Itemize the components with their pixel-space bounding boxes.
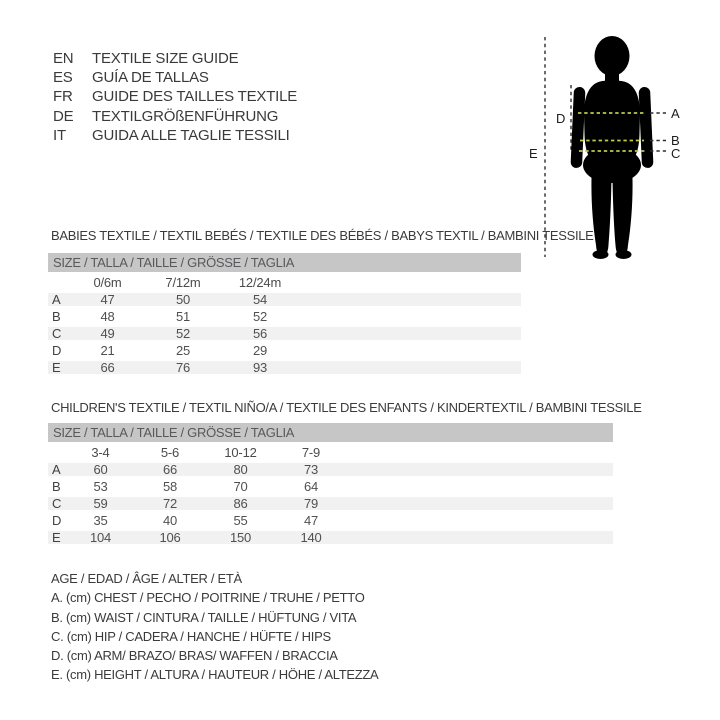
cell: 52 (175, 326, 191, 341)
cell: 140 (300, 530, 322, 545)
legend-age-line: AGE / EDAD / ÂGE / ALTER / ETÀ (51, 571, 242, 586)
child-silhouette (570, 36, 653, 259)
language-title-list (53, 49, 297, 145)
cell: 93 (252, 360, 268, 375)
size-header-bar: SIZE / TALLA / TAILLE / GRÖSSE / TAGLIA (48, 423, 613, 442)
cell: 54 (252, 292, 268, 307)
chest-label: A (671, 106, 680, 121)
table-row (48, 478, 613, 495)
guide-title: GUIDA ALLE TAGLIE TESSILI (92, 126, 290, 144)
cell: 60 (93, 462, 108, 477)
cell: 49 (100, 326, 115, 341)
legend-item-arm: D. (cm) ARM/ BRAZO/ BRAS/ WAFFEN / BRACCIA (51, 648, 338, 664)
cell: 73 (303, 462, 319, 477)
column-header: 7-9 (301, 444, 321, 460)
column-header: 7/12m (165, 274, 201, 290)
silhouette-right-arm (639, 87, 654, 168)
cell: 72 (162, 496, 178, 511)
measurement-legend (51, 569, 378, 685)
cell: 64 (303, 479, 319, 494)
cell: 58 (162, 479, 178, 494)
silhouette-left-arm (570, 87, 585, 168)
cell: 104 (89, 530, 112, 545)
cell: 106 (159, 530, 181, 545)
legend-item-waist: B. (cm) WAIST / CINTURA / TAILLE / HÜFTUNG / VITA (51, 609, 357, 625)
cell: 47 (100, 292, 115, 307)
cell: 52 (252, 309, 268, 324)
language-row (53, 87, 297, 106)
table-row (48, 359, 521, 376)
row-label: B (52, 479, 61, 494)
children-column-header-row (48, 443, 613, 461)
babies-size-table (48, 253, 521, 376)
row-label: C (52, 496, 62, 511)
language-row (53, 49, 297, 68)
cell: 50 (175, 292, 191, 307)
cell: 150 (229, 530, 252, 545)
cell: 70 (233, 479, 248, 494)
silhouette-left-foot (593, 250, 609, 259)
size-header-bar: SIZE / TALLA / TAILLE / GRÖSSE / TAGLIA (48, 253, 521, 272)
language-code: DE (53, 107, 74, 125)
language-code: FR (53, 88, 73, 106)
language-row (53, 68, 297, 87)
babies-section-title: BABIES TEXTILE / TEXTIL BEBÉS / TEXTILE DES BÉBÉS / BABYS TEXTIL / BAMBINI TESSILE (51, 228, 594, 243)
table-row (48, 461, 613, 478)
column-header: 5-6 (160, 444, 180, 460)
legend-item-hip: C. (cm) HIP / CADERA / HANCHE / HÜFTE / HIPS (51, 628, 331, 644)
column-header: 12/24m (238, 274, 282, 290)
row-label: D (52, 513, 62, 528)
language-code: IT (53, 126, 66, 144)
row-label: E (52, 360, 61, 375)
table-row (48, 495, 613, 512)
language-row (53, 107, 297, 126)
cell: 48 (100, 309, 115, 324)
cell: 29 (252, 343, 268, 358)
silhouette-right-foot (616, 250, 632, 259)
language-row (53, 126, 297, 145)
cell: 47 (303, 513, 319, 528)
cell: 66 (100, 360, 115, 375)
silhouette-left-leg (591, 166, 611, 256)
cell: 79 (303, 496, 319, 511)
cell: 76 (175, 360, 191, 375)
column-header: 10-12 (224, 444, 257, 460)
height-label: E (529, 146, 538, 161)
cell: 51 (175, 309, 191, 324)
legend-item-height: E. (cm) HEIGHT / ALTURA / HAUTEUR / HÖHE / ALTEZZA (51, 667, 379, 683)
cell: 53 (93, 479, 108, 494)
cell: 25 (175, 343, 191, 358)
children-section-title: CHILDREN'S TEXTILE / TEXTIL NIÑO/A / TEXTILE DES ENFANTS / KINDERTEXTIL / BAMBINI TESSILE (51, 400, 642, 415)
cell: 80 (233, 462, 248, 477)
hip-label: C (671, 146, 681, 161)
cell: 66 (162, 462, 178, 477)
guide-title: TEXTILGRÖßENFÜHRUNG (92, 107, 279, 125)
guide-title: TEXTILE SIZE GUIDE (92, 50, 239, 67)
cell: 59 (93, 496, 108, 511)
cell: 55 (233, 513, 248, 528)
table-row (48, 529, 613, 546)
row-label: C (52, 326, 62, 341)
language-code: ES (53, 69, 73, 87)
row-label: A (52, 292, 61, 307)
silhouette-right-leg (613, 166, 633, 256)
row-label: D (52, 343, 62, 358)
row-label: E (52, 530, 61, 545)
cell: 86 (233, 496, 248, 511)
language-code: EN (53, 50, 74, 67)
table-row (48, 325, 521, 342)
guide-title: GUÍA DE TALLAS (92, 69, 209, 87)
row-label: B (52, 309, 61, 324)
waist-label: B (671, 133, 680, 148)
silhouette-head (595, 36, 630, 76)
babies-column-header-row (48, 273, 521, 291)
cell: 35 (93, 513, 108, 528)
cell: 56 (252, 326, 268, 341)
children-size-table (48, 423, 613, 546)
table-row (48, 291, 521, 308)
guide-title: GUIDE DES TAILLES TEXTILE (92, 88, 298, 106)
legend-item-chest: A. (cm) CHEST / PECHO / POITRINE / TRUHE / PETTO (51, 590, 365, 606)
table-row (48, 308, 521, 325)
column-header: 3-4 (91, 444, 110, 460)
row-label: A (52, 462, 61, 477)
arm-label: D (556, 111, 566, 126)
column-header: 0/6m (93, 274, 122, 290)
cell: 21 (100, 343, 115, 358)
table-row (48, 342, 521, 359)
table-row (48, 512, 613, 529)
cell: 40 (162, 513, 178, 528)
